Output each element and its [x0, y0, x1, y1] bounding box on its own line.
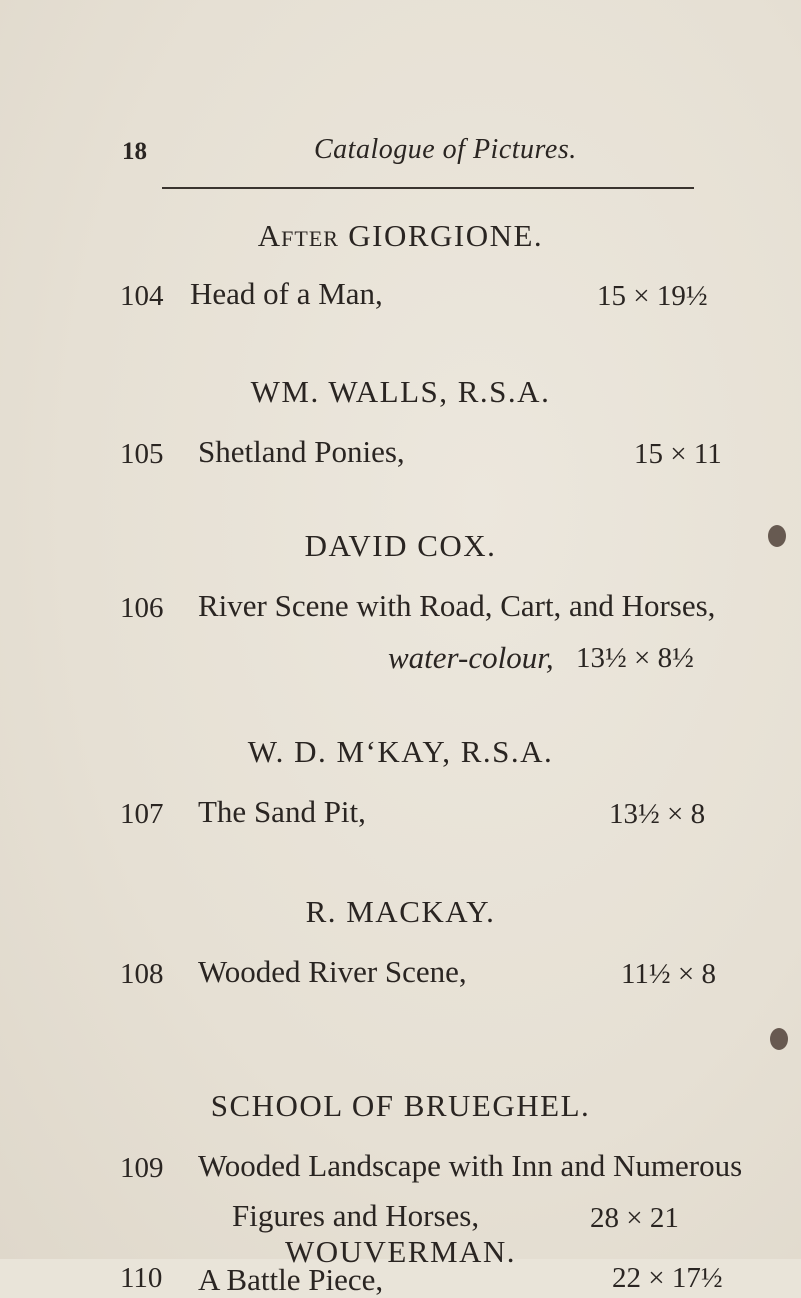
artist-heading-mkay	[0, 734, 801, 770]
entry-medium: water-colour,	[388, 640, 554, 675]
entry-title: River Scene with Road, Cart, and Horses,	[198, 588, 716, 623]
artist-name: WOUVERMAN.	[284, 1234, 517, 1269]
artist-name: W. D. M‘KAY, R.S.A.	[247, 734, 554, 769]
entry-size: 15 × 11	[634, 438, 722, 470]
entry-number: 108	[120, 958, 164, 990]
ink-blot	[768, 525, 786, 547]
entry-title: Shetland Ponies,	[198, 434, 405, 469]
entry-number: 106	[120, 592, 164, 624]
entry-title-continuation: Figures and Horses,	[232, 1198, 480, 1233]
entry-title: Head of a Man,	[190, 276, 383, 311]
artist-name: SCHOOL OF BRUEGHEL.	[210, 1088, 591, 1123]
entry-size: 13½ × 8½	[576, 642, 694, 674]
page-number: 18	[122, 138, 147, 165]
artist-name: GIORGIONE.	[348, 218, 544, 253]
artist-heading-brueghel	[0, 1088, 801, 1124]
artist-prefix: After	[257, 218, 339, 253]
entry-title: A Battle Piece,	[198, 1262, 384, 1297]
entry-title: Wooded Landscape with Inn and Numerous	[198, 1148, 743, 1183]
artist-name: WM. WALLS, R.S.A.	[250, 374, 551, 409]
artist-heading-walls	[0, 374, 801, 410]
header-rule	[162, 187, 694, 189]
artist-heading-giorgione	[0, 218, 801, 254]
entry-title: The Sand Pit,	[198, 794, 366, 829]
entry-number: 110	[120, 1262, 163, 1294]
entry-number: 105	[120, 438, 164, 470]
artist-heading-r-mackay	[0, 894, 801, 930]
running-title: Catalogue of Pictures.	[314, 134, 577, 165]
entry-number: 109	[120, 1152, 164, 1184]
entry-title: Wooded River Scene,	[198, 954, 467, 989]
entry-size: 15 × 19½	[597, 280, 708, 312]
artist-name: R. MACKAY.	[305, 894, 496, 929]
entry-size: 28 × 21	[590, 1202, 679, 1234]
entry-size: 22 × 17½	[612, 1262, 723, 1294]
entry-number: 104	[120, 280, 164, 312]
entry-size: 11½ × 8	[621, 958, 717, 990]
page-header	[0, 0, 801, 200]
artist-heading-wouverman	[0, 1234, 801, 1269]
artist-heading-cox	[0, 528, 801, 564]
ink-blot	[770, 1028, 788, 1050]
artist-name: DAVID COX.	[304, 528, 497, 563]
entry-size: 13½ × 8	[609, 798, 706, 830]
entry-number: 107	[120, 798, 164, 830]
